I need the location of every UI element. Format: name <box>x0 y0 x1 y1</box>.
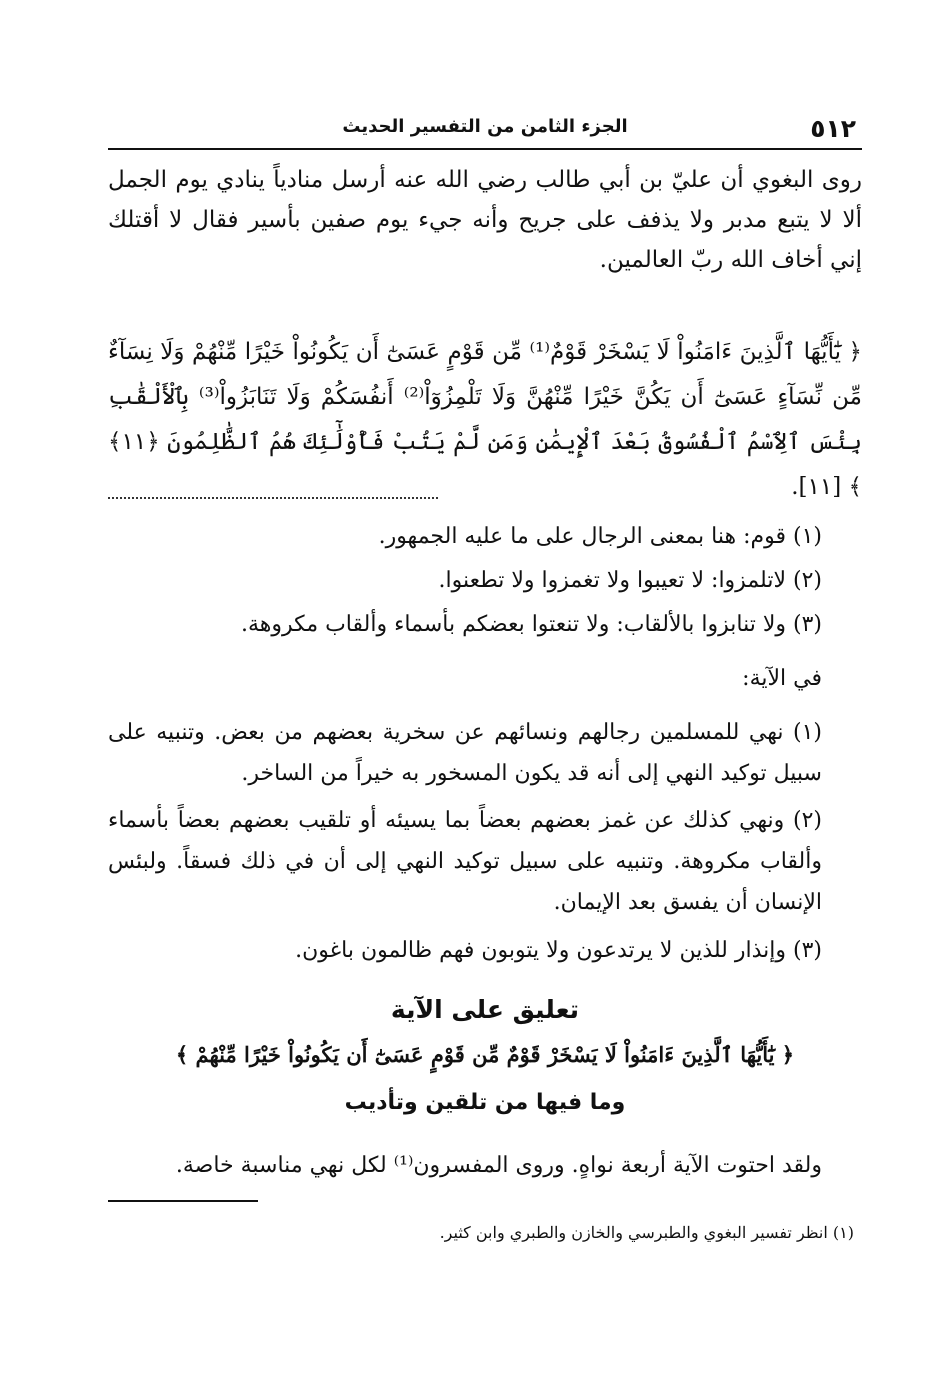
commentary-subtitle: وما فيها من تلقين وتأديب <box>344 1090 626 1115</box>
footnote-rule <box>108 1200 258 1202</box>
intro-paragraph: روى البغوي أن عليّ بن أبي طالب رضي الله عنه أرسل منادياً ينادي يوم الجمل ألا لا يتبع مدبر ولا يذفف على جريح وأنه جيء يوم صفين بأسير فقال لا أقتلك إني أخاف الله ربّ العالمين. <box>108 167 862 273</box>
page-number: ٥١٢ <box>810 114 856 143</box>
dotted-separator <box>108 497 438 499</box>
commentary-title: تعليق على الآية <box>390 995 580 1024</box>
running-title: الجزء الثامن من التفسير الحديث <box>342 116 628 137</box>
quran-verse: ﴿ يَٰٓأَيُّهَا ٱلَّذِينَ ءَامَنُواْ لَا يَسْخَرْ قَوْمٌ⁽¹⁾ مِّن قَوْمٍ عَسَىٰٓ أَن يَكُونُواْ خَيْرًا مِّنْهُمْ وَلَا نِسَآءٌ مِّن نِّسَآءٍ عَسَىٰٓ أَن يَكُنَّ خَيْرًا مِّنْهُنَّ وَلَا تَلْمِزُوٓاْ⁽²⁾ أَنفُسَكُمْ وَلَا تَنَابَزُواْ⁽³⁾ بِٱلْأَلْقَٰبِ بِئْسَ ٱلِٱسْمُ ٱلْفُسُوقُ بَعْدَ ٱلْإِيمَٰنِ وَمَن لَّمْ يَتُبْ فَأُوْلَٰٓئِكَ هُمُ ٱلظَّٰلِمُونَ ﴿١١﴾ ﴾ [١١]. <box>108 339 862 500</box>
point-2: (٢) ونهي كذلك عن غمز بعضهم بعضاً بما يسيئه أو تلقيب بعضهم بعضاً بأسماء وألقاب مكروهة. وتنبيه على سبيل توكيد النهي إلى أن في ذلك فسقاً. ولبئس الإنسان أن يفسق بعد الإيمان. <box>108 808 822 915</box>
point-1: (١) نهي للمسلمين رجالهم ونسائهم عن سخرية بعضهم من بعض. وتنبيه على سبيل توكيد النهي إلى أنه قد يكون المسخور به خيراً من الساخر. <box>108 720 822 786</box>
footnote: (١) انظر تفسير البغوي والطبرسي والخازن والطبري وابن كثير. <box>439 1223 854 1242</box>
word-note-2: (٢) لاتلمزوا: لا تعيبوا ولا تغمزوا ولا تطعنوا. <box>438 568 822 593</box>
page-header <box>108 108 862 150</box>
word-note-3: (٣) ولا تنابزوا بالألقاب: ولا تنعتوا بعضكم بأسماء وألقاب مكروهة. <box>241 612 822 637</box>
word-note-1: (١) قوم: هنا بمعنى الرجال على ما عليه الجمهور. <box>378 524 822 549</box>
closing-paragraph: ولقد احتوت الآية أربعة نواهٍ. وروى المفسرون⁽¹⁾ لكل نهي مناسبة خاصة. <box>175 1153 822 1178</box>
in-verse-label: في الآية: <box>742 666 822 691</box>
commentary-verse: ﴿ يَٰٓأَيُّهَا ٱلَّذِينَ ءَامَنُواْ لَا يَسْخَرْ قَوْمٌ مِّن قَوْمٍ عَسَىٰٓ أَن يَكُونُواْ خَيْرًا مِّنْهُمْ ﴾ <box>175 1042 795 1067</box>
book-page <box>108 0 862 1381</box>
point-3: (٣) وإنذار للذين لا يرتدعون ولا يتوبون فهم ظالمون باغون. <box>295 938 822 963</box>
